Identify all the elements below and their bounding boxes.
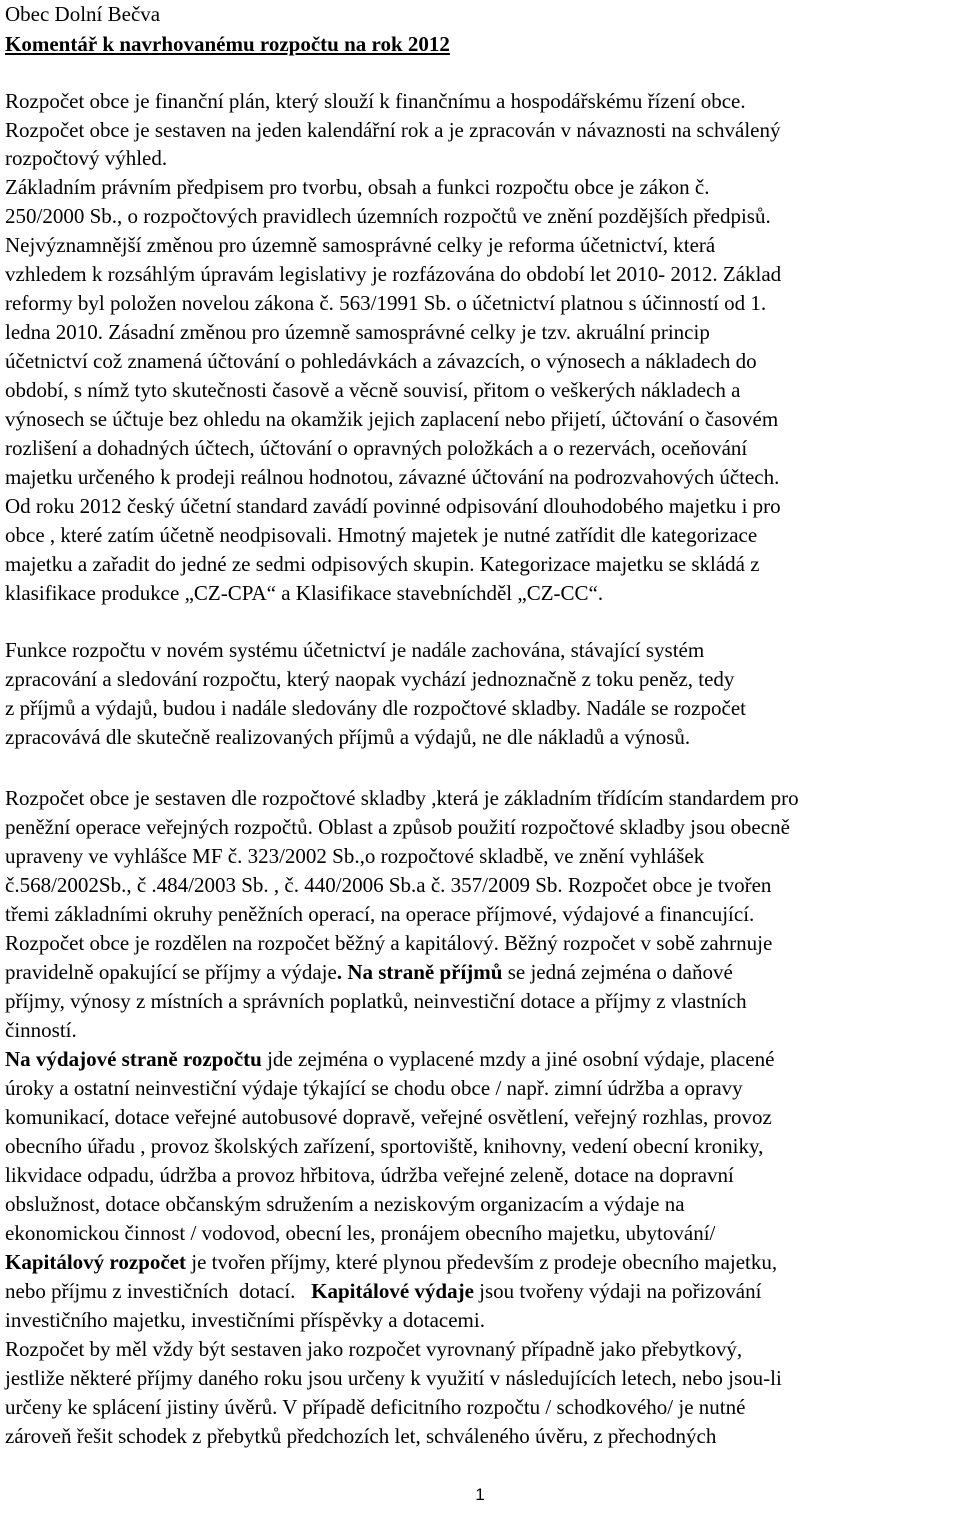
text-line-vydaje bbox=[5, 1049, 774, 1070]
text-line: peněžní operace veřejných rozpočtů. Oblast a způsob použití rozpočtové skladby jsou obecně bbox=[5, 815, 790, 839]
text-line-kapital-vydaje bbox=[5, 1281, 761, 1302]
text-line: Funkce rozpočtu v novém systému účetnictví je nadále zachována, stávající systém bbox=[5, 638, 705, 662]
text-line: 250/2000 Sb., o rozpočtových pravidlech územních rozpočtů ve znění pozdějších předpisů. bbox=[5, 204, 771, 228]
text-line: vzhledem k rozsáhlým úpravám legislativy je rozfázována do období let 2010- 2012. Základ bbox=[5, 262, 782, 286]
text-line: období, s nímž tyto skutečnosti časově a věcně souvisí, přitom o veškerých nákladech a bbox=[5, 378, 741, 402]
text-run: jsou tvořeny výdaji na pořizování bbox=[473, 1279, 762, 1303]
text-line: investičního majetku, investičními příspěvky a dotacemi. bbox=[5, 1308, 485, 1332]
bold-text-run: . Na straně příjmů bbox=[336, 960, 503, 984]
text-line: ledna 2010. Zásadní změnou pro územně samosprávné celky je tzv. akruální princip bbox=[5, 320, 710, 344]
document-title: Komentář k navrhovanému rozpočtu na rok 2012 bbox=[5, 32, 450, 56]
text-line: určeny ke splácení jistiny úvěrů. V případě deficitního rozpočtu / schodkového/ je nutné bbox=[5, 1395, 746, 1419]
text-line: jestliže některé příjmy daného roku jsou určeny k využití v následujících letech, nebo jsou-li bbox=[5, 1366, 782, 1390]
text-line: zpracování a sledování rozpočtu, který naopak vychází jednoznačně z toku peněz, tedy bbox=[5, 667, 735, 691]
text-line: zároveň řešit schodek z přebytků předchozích let, schváleného úvěru, z přechodných bbox=[5, 1424, 717, 1448]
text-line: Rozpočet by měl vždy být sestaven jako rozpočet vyrovnaný případně jako přebytkový, bbox=[5, 1337, 743, 1361]
text-line: Od roku 2012 český účetní standard zavádí povinné odpisování dlouhodobého majetku i pro bbox=[5, 494, 781, 518]
text-line: třemi základními okruhy peněžních operací, na operace příjmové, výdajové a financující. bbox=[5, 902, 755, 926]
text-line: majetku určeného k prodeji reálnou hodnotou, závazné účtování na podrozvahových účtech. bbox=[5, 465, 780, 489]
bold-text-run: Kapitálový rozpočet bbox=[5, 1250, 187, 1274]
text-line: rozlišení a dohadných účtech, účtování o opravných položkách a o rezervách, oceňování bbox=[5, 436, 748, 460]
text-run: je tvořen příjmy, které plynou především z prodeje obecního majetku, bbox=[186, 1250, 778, 1274]
text-line: Rozpočet obce je sestaven na jeden kalendářní rok a je zpracován v návaznosti na schválený bbox=[5, 118, 781, 142]
text-line: výnosech se účtuje bez ohledu na okamžik jejich zaplacení nebo přijetí, účtování o časovém bbox=[5, 407, 779, 431]
text-line: zpracovává dle skutečně realizovaných příjmů a výdajů, ne dle nákladů a výnosů. bbox=[5, 725, 691, 749]
municipality-name: Obec Dolní Bečva bbox=[5, 2, 161, 26]
text-line: upraveny ve vyhlášce MF č. 323/2002 Sb.,o rozpočtové skladbě, ve znění vyhlášek bbox=[5, 844, 705, 868]
text-run: nebo příjmu z investičních dotací. bbox=[5, 1279, 312, 1303]
text-line: reformy byl položen novelou zákona č. 563/1991 Sb. o účetnictví platnou s účinností od 1. bbox=[5, 291, 767, 315]
text-run: jde zejména o vyplacené mzdy a jiné osobní výdaje, placené bbox=[261, 1047, 775, 1071]
text-line: obslužnost, dotace občanským sdružením a neziskovým organizacím a výdaje na bbox=[5, 1192, 685, 1216]
text-run: se jedná zejména o daňové bbox=[502, 960, 733, 984]
text-run: pravidelně opakující se příjmy a výdaje bbox=[5, 960, 337, 984]
page-number: 1 bbox=[475, 1485, 485, 1504]
text-line: Rozpočet obce je finanční plán, který slouží k finančnímu a hospodářskému řízení obce. bbox=[5, 89, 746, 113]
text-line: klasifikace produkce „CZ-CPA“ a Klasifikace stavebníchděl „CZ-CC“. bbox=[5, 581, 604, 605]
text-line: č.568/2002Sb., č .484/2003 Sb. , č. 440/2006 Sb.a č. 357/2009 Sb. Rozpočet obce je tvořen bbox=[5, 873, 772, 897]
text-line: likvidace odpadu, údržba a provoz hřbitova, údržba veřejné zeleně, dotace na dopravní bbox=[5, 1163, 734, 1187]
text-line: Základním právním předpisem pro tvorbu, obsah a funkci rozpočtu obce je zákon č. bbox=[5, 175, 710, 199]
text-line: komunikací, dotace veřejné autobusové dopravě, veřejné osvětlení, veřejný rozhlas, provoz bbox=[5, 1105, 772, 1129]
text-line-prijmy bbox=[5, 962, 733, 983]
text-line: z příjmů a výdajů, budou i nadále sledovány dle rozpočtové skladby. Nadále se rozpočet bbox=[5, 696, 746, 720]
text-line: účetnictví což znamená účtování o pohledávkách a závazcích, o výnosech a nákladech do bbox=[5, 349, 757, 373]
text-line: obce , které zatím účetně neodpisovali. Hmotný majetek je nutné zatřídit dle kategorizace bbox=[5, 523, 758, 547]
text-line: majetku a zařadit do jedné ze sedmi odpisových skupin. Kategorizace majetku se skládá z bbox=[5, 552, 760, 576]
bold-text-run: Kapitálové výdaje bbox=[311, 1279, 474, 1303]
text-line: Rozpočet obce je rozdělen na rozpočet běžný a kapitálový. Běžný rozpočet v sobě zahrnuje bbox=[5, 931, 773, 955]
text-line-kapital bbox=[5, 1252, 777, 1273]
bold-text-run: Na výdajové straně rozpočtu bbox=[5, 1047, 262, 1071]
text-line: činností. bbox=[5, 1018, 77, 1042]
text-line: úroky a ostatní neinvestiční výdaje týkající se chodu obce / např. zimní údržba a opravy bbox=[5, 1076, 743, 1100]
text-line: rozpočtový výhled. bbox=[5, 146, 168, 170]
text-line: ekonomickou činnost / vodovod, obecní les, pronájem obecního majetku, ubytování/ bbox=[5, 1221, 716, 1245]
text-line: Nejvýznamnější změnou pro územně samosprávné celky je reforma účetnictví, která bbox=[5, 233, 716, 257]
text-line: Rozpočet obce je sestaven dle rozpočtové skladby ,která je základním třídícím standardem pro bbox=[5, 786, 799, 810]
text-line: obecního úřadu , provoz školských zařízení, sportoviště, knihovny, vedení obecní kroniky, bbox=[5, 1134, 764, 1158]
text-line: příjmy, výnosy z místních a správních poplatků, neinvestiční dotace a příjmy z vlastních bbox=[5, 989, 747, 1013]
